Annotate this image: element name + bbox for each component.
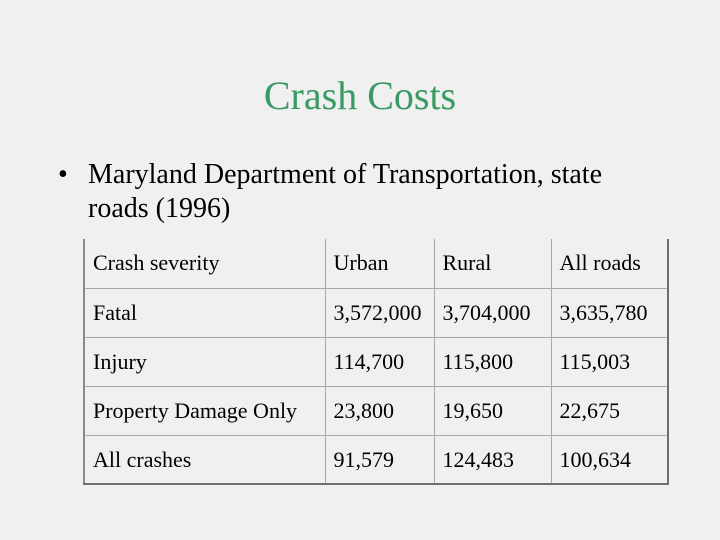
table-cell: 115,003: [551, 337, 668, 386]
header-urban: Urban: [325, 239, 434, 288]
bullet-dot-icon: •: [58, 159, 68, 190]
table-cell: 91,579: [325, 435, 434, 484]
table-cell: Property Damage Only: [84, 386, 325, 435]
table-cell: 124,483: [434, 435, 551, 484]
bullet-text: Maryland Department of Transportation, state roads (1996): [88, 159, 603, 224]
table-cell: 100,634: [551, 435, 668, 484]
header-rural: Rural: [434, 239, 551, 288]
table-row: [84, 386, 668, 435]
header-crash-severity: Crash severity: [84, 239, 325, 288]
table-cell: 23,800: [325, 386, 434, 435]
table-cell: All crashes: [84, 435, 325, 484]
table-row: [84, 288, 668, 337]
table-cell: 22,675: [551, 386, 668, 435]
table-cell: 19,650: [434, 386, 551, 435]
table-cell: 3,635,780: [551, 288, 668, 337]
table-cell: 114,700: [325, 337, 434, 386]
table-header-row: [84, 239, 668, 288]
table-cell: Injury: [84, 337, 325, 386]
table-row: [84, 435, 668, 484]
crash-cost-table: [83, 239, 669, 485]
slide-title: Crash Costs: [263, 73, 457, 118]
table-row: [84, 337, 668, 386]
table-cell: 3,572,000: [325, 288, 434, 337]
table-cell: 115,800: [434, 337, 551, 386]
header-all-roads: All roads: [551, 239, 668, 288]
table-cell: Fatal: [84, 288, 325, 337]
table-cell: 3,704,000: [434, 288, 551, 337]
